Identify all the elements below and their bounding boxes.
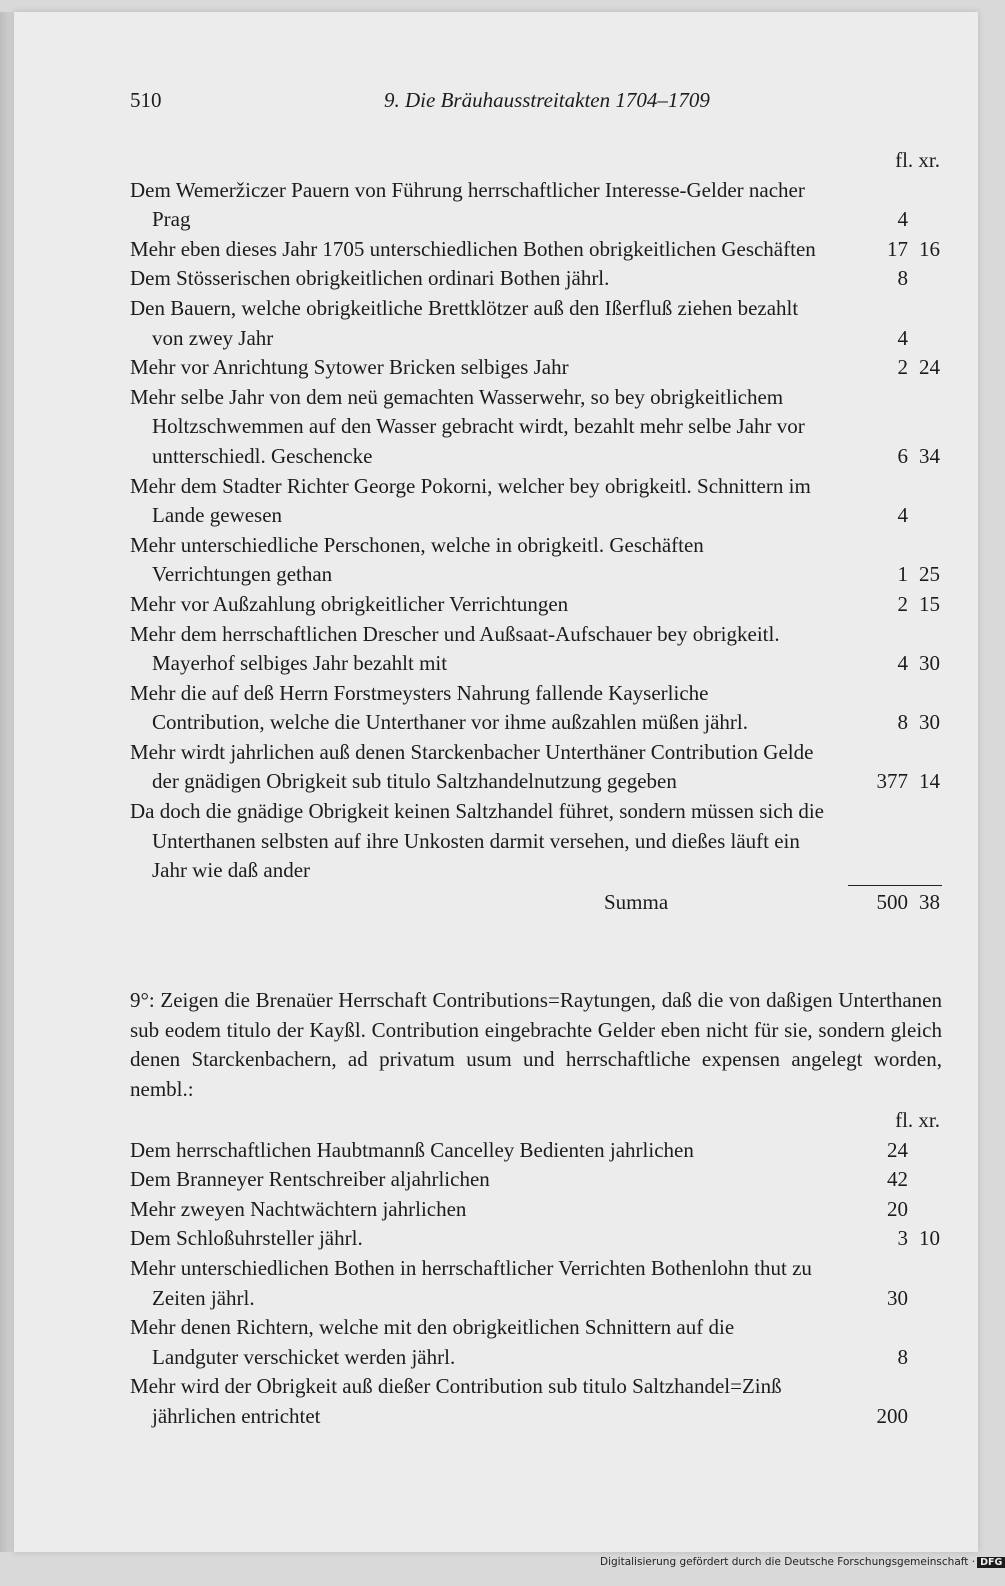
dfg-logo: DFG (977, 1557, 1005, 1568)
entry-text: Da doch die gnädige Obrigkeit keinen Saltzhandel führet, sondern müssen sich die Unterthanen selbsten auf ihre Unkosten darmit versehen, und dießes läuft ein Jahr wie daß ander (130, 799, 824, 883)
ledger-entry (130, 264, 942, 294)
ledger-entry (130, 590, 942, 620)
entry-amount (824, 590, 942, 620)
sum-fl: 500 (876, 889, 908, 914)
entry-text: Mehr zweyen Nachtwächtern jahrlichen (130, 1196, 467, 1221)
ledger-entry (130, 1136, 942, 1166)
entry-amount (824, 560, 942, 590)
amount-fl: 8 (897, 1344, 908, 1369)
sum-xr: 38 (919, 889, 940, 914)
entry-text: Mehr selbe Jahr von dem neü gemachten Wasserwehr, so bey obrigkeitlichem Holtzschwemmen auf den Wasser gebracht wirdt, bezahlt mehr selbe Jahr vor untterschiedl. Geschencke (130, 384, 805, 468)
amount-xr: 14 (919, 769, 940, 794)
ledger-entry (130, 1313, 942, 1372)
col-fl-label: fl. (895, 1108, 914, 1132)
entry-text: Mehr vor Anrichtung Sytower Bricken selbiges Jahr (130, 355, 569, 380)
amount-fl: 4 (897, 651, 908, 676)
col-xr-label: xr. (918, 148, 940, 172)
amount-fl: 30 (887, 1285, 908, 1310)
entry-amount (824, 353, 942, 383)
amount-fl: 8 (897, 266, 908, 291)
ledger-entry (130, 797, 942, 886)
ledger-entry (130, 235, 942, 265)
amount-xr: 34 (919, 443, 940, 468)
digitization-footer (600, 1556, 1003, 1576)
entry-text: Mehr vor Außzahlung obrigkeitlicher Verrichtungen (130, 591, 569, 616)
page-edge-shadow (0, 12, 14, 1552)
sum-label: Summa (604, 889, 669, 914)
entry-amount (824, 1402, 942, 1432)
entry-text: Dem Branneyer Rentschreiber aljahrlichen (130, 1167, 490, 1192)
entry-amount (824, 1195, 942, 1225)
ledger-entry (130, 1165, 942, 1195)
amount-fl: 4 (897, 325, 908, 350)
amount-fl: 2 (897, 355, 908, 380)
ledger-entry (130, 679, 942, 738)
entry-text: Mehr dem Stadter Richter George Pokorni, welcher bey obrigkeitl. Schnittern im Lande gewesen (130, 473, 811, 528)
entry-amount (824, 708, 942, 738)
amount-xr: 16 (919, 236, 940, 261)
amount-xr: 25 (919, 562, 940, 587)
sum-row (130, 888, 942, 918)
amount-fl: 377 (876, 769, 908, 794)
amount-xr: 10 (919, 1226, 940, 1251)
ledger-entry (130, 1195, 942, 1225)
amount-fl: 6 (897, 443, 908, 468)
paragraph-9: 9°: Zeigen die Brenaüer Herrschaft Contributions=Raytungen, daß die von daßigen Unterthanen sub eodem titulo der Kayßl. Contribution eingebrachte Gelder eben nicht für sie, sondern gleich denen Starckenbachern, ad privatum usum und herrschaftliche expensen angelegt worden, nembl.: (130, 988, 942, 1101)
amount-xr: 15 (919, 591, 940, 616)
ledger-table-1 (130, 146, 942, 917)
entry-text: Mehr die auf deß Herrn Forstmeysters Nahrung fallende Kayserliche Contribution, welche die Unterthaner vor ihme außzahlen müßen jährl. (130, 680, 748, 735)
ledger-entry (130, 1254, 942, 1313)
entry-amount (824, 649, 942, 679)
entry-amount (824, 1136, 942, 1166)
entry-amount (824, 264, 942, 294)
entry-text: Dem Schloßuhrsteller jährl. (130, 1226, 363, 1251)
entry-text: Dem Stösserischen obrigkeitlichen ordinari Bothen jährl. (130, 266, 610, 291)
sum-rule (848, 885, 942, 886)
amount-fl: 4 (897, 207, 908, 232)
ledger-entry (130, 738, 942, 797)
ledger-entry (130, 353, 942, 383)
amount-fl: 4 (897, 503, 908, 528)
entry-text: Mehr wird der Obrigkeit auß dießer Contribution sub titulo Saltzhandel=Zinß jährlichen entrichtet (130, 1374, 782, 1428)
entry-text: Dem Wemeržiczer Pauern von Führung herrschaftlicher Interesse-Gelder nacher Prag (130, 177, 805, 232)
footer-text: Digitalisierung gefördert durch die Deutsche Forschungsgemeinschaft · (600, 1556, 976, 1568)
entry-text: Den Bauern, welche obrigkeitliche Brettklötzer auß den Ißerfluß ziehen bezahlt von zwey Jahr (130, 295, 799, 350)
entry-text: Mehr unterschiedlichen Bothen in herrschaftlicher Verrichten Bothenlohn thut zu Zeiten jährl. (130, 1255, 812, 1310)
amount-fl: 17 (887, 236, 908, 261)
column-header (130, 1106, 942, 1136)
ledger-entry (130, 531, 942, 590)
amount-fl: 3 (897, 1226, 908, 1251)
ledger-entry (130, 294, 942, 353)
col-xr-label: xr. (918, 1108, 940, 1132)
entry-text: Mehr eben dieses Jahr 1705 unterschiedlichen Bothen obrigkeitlichen Geschäften (130, 236, 816, 261)
entry-amount (824, 442, 942, 472)
entry-amount (824, 1224, 942, 1254)
amount-fl: 2 (897, 591, 908, 616)
page-header (130, 88, 940, 116)
entry-text: Mehr denen Richtern, welche mit den obrigkeitlichen Schnittern auf die Landguter verschicket werden jährl. (130, 1315, 735, 1369)
amount-fl: 24 (887, 1137, 908, 1162)
entry-text: Mehr wirdt jahrlichen auß denen Starckenbacher Unterthäner Contribution Gelde der gnädigen Obrigkeit sub titulo Saltzhandelnutzung gegeben (130, 739, 814, 794)
amount-xr: 30 (919, 710, 940, 735)
ledger-entry (130, 1372, 942, 1431)
amount-fl: 200 (876, 1403, 908, 1428)
amount-fl: 20 (887, 1196, 908, 1221)
ledger-table-2 (130, 1106, 942, 1432)
col-fl-label: fl. (895, 148, 914, 172)
entry-text: Dem herrschaftlichen Haubtmannß Cancelley Bedienten jahrlichen (130, 1137, 694, 1162)
entry-amount (824, 324, 942, 354)
entry-text: Mehr unterschiedliche Perschonen, welche in obrigkeitl. Geschäften Verrichtungen gethan (130, 532, 704, 587)
entry-text: Mehr dem herrschaftlichen Drescher und Außsaat-Aufschauer bey obrigkeitl. Mayerhof selbiges Jahr bezahlt mit (130, 621, 780, 676)
ledger-entry (130, 383, 942, 472)
ledger-entry (130, 472, 942, 531)
amount-xr: 24 (919, 355, 940, 380)
amount-xr: 30 (919, 651, 940, 676)
ledger-entry (130, 1224, 942, 1254)
entry-amount (824, 1343, 942, 1373)
entry-amount (824, 501, 942, 531)
entry-amount (824, 205, 942, 235)
entry-amount (824, 856, 942, 886)
column-header (130, 146, 942, 176)
ledger-entry (130, 176, 942, 235)
ledger-entry (130, 620, 942, 679)
entry-amount (824, 1284, 942, 1314)
entry-amount (824, 235, 942, 265)
entry-amount (824, 1165, 942, 1195)
page-number: 510 (130, 88, 162, 112)
amount-fl: 1 (897, 562, 908, 587)
amount-fl: 8 (897, 710, 908, 735)
running-head: 9. Die Bräuhausstreitakten 1704–1709 (384, 88, 710, 112)
amount-fl: 42 (887, 1167, 908, 1192)
entry-amount (824, 767, 942, 797)
